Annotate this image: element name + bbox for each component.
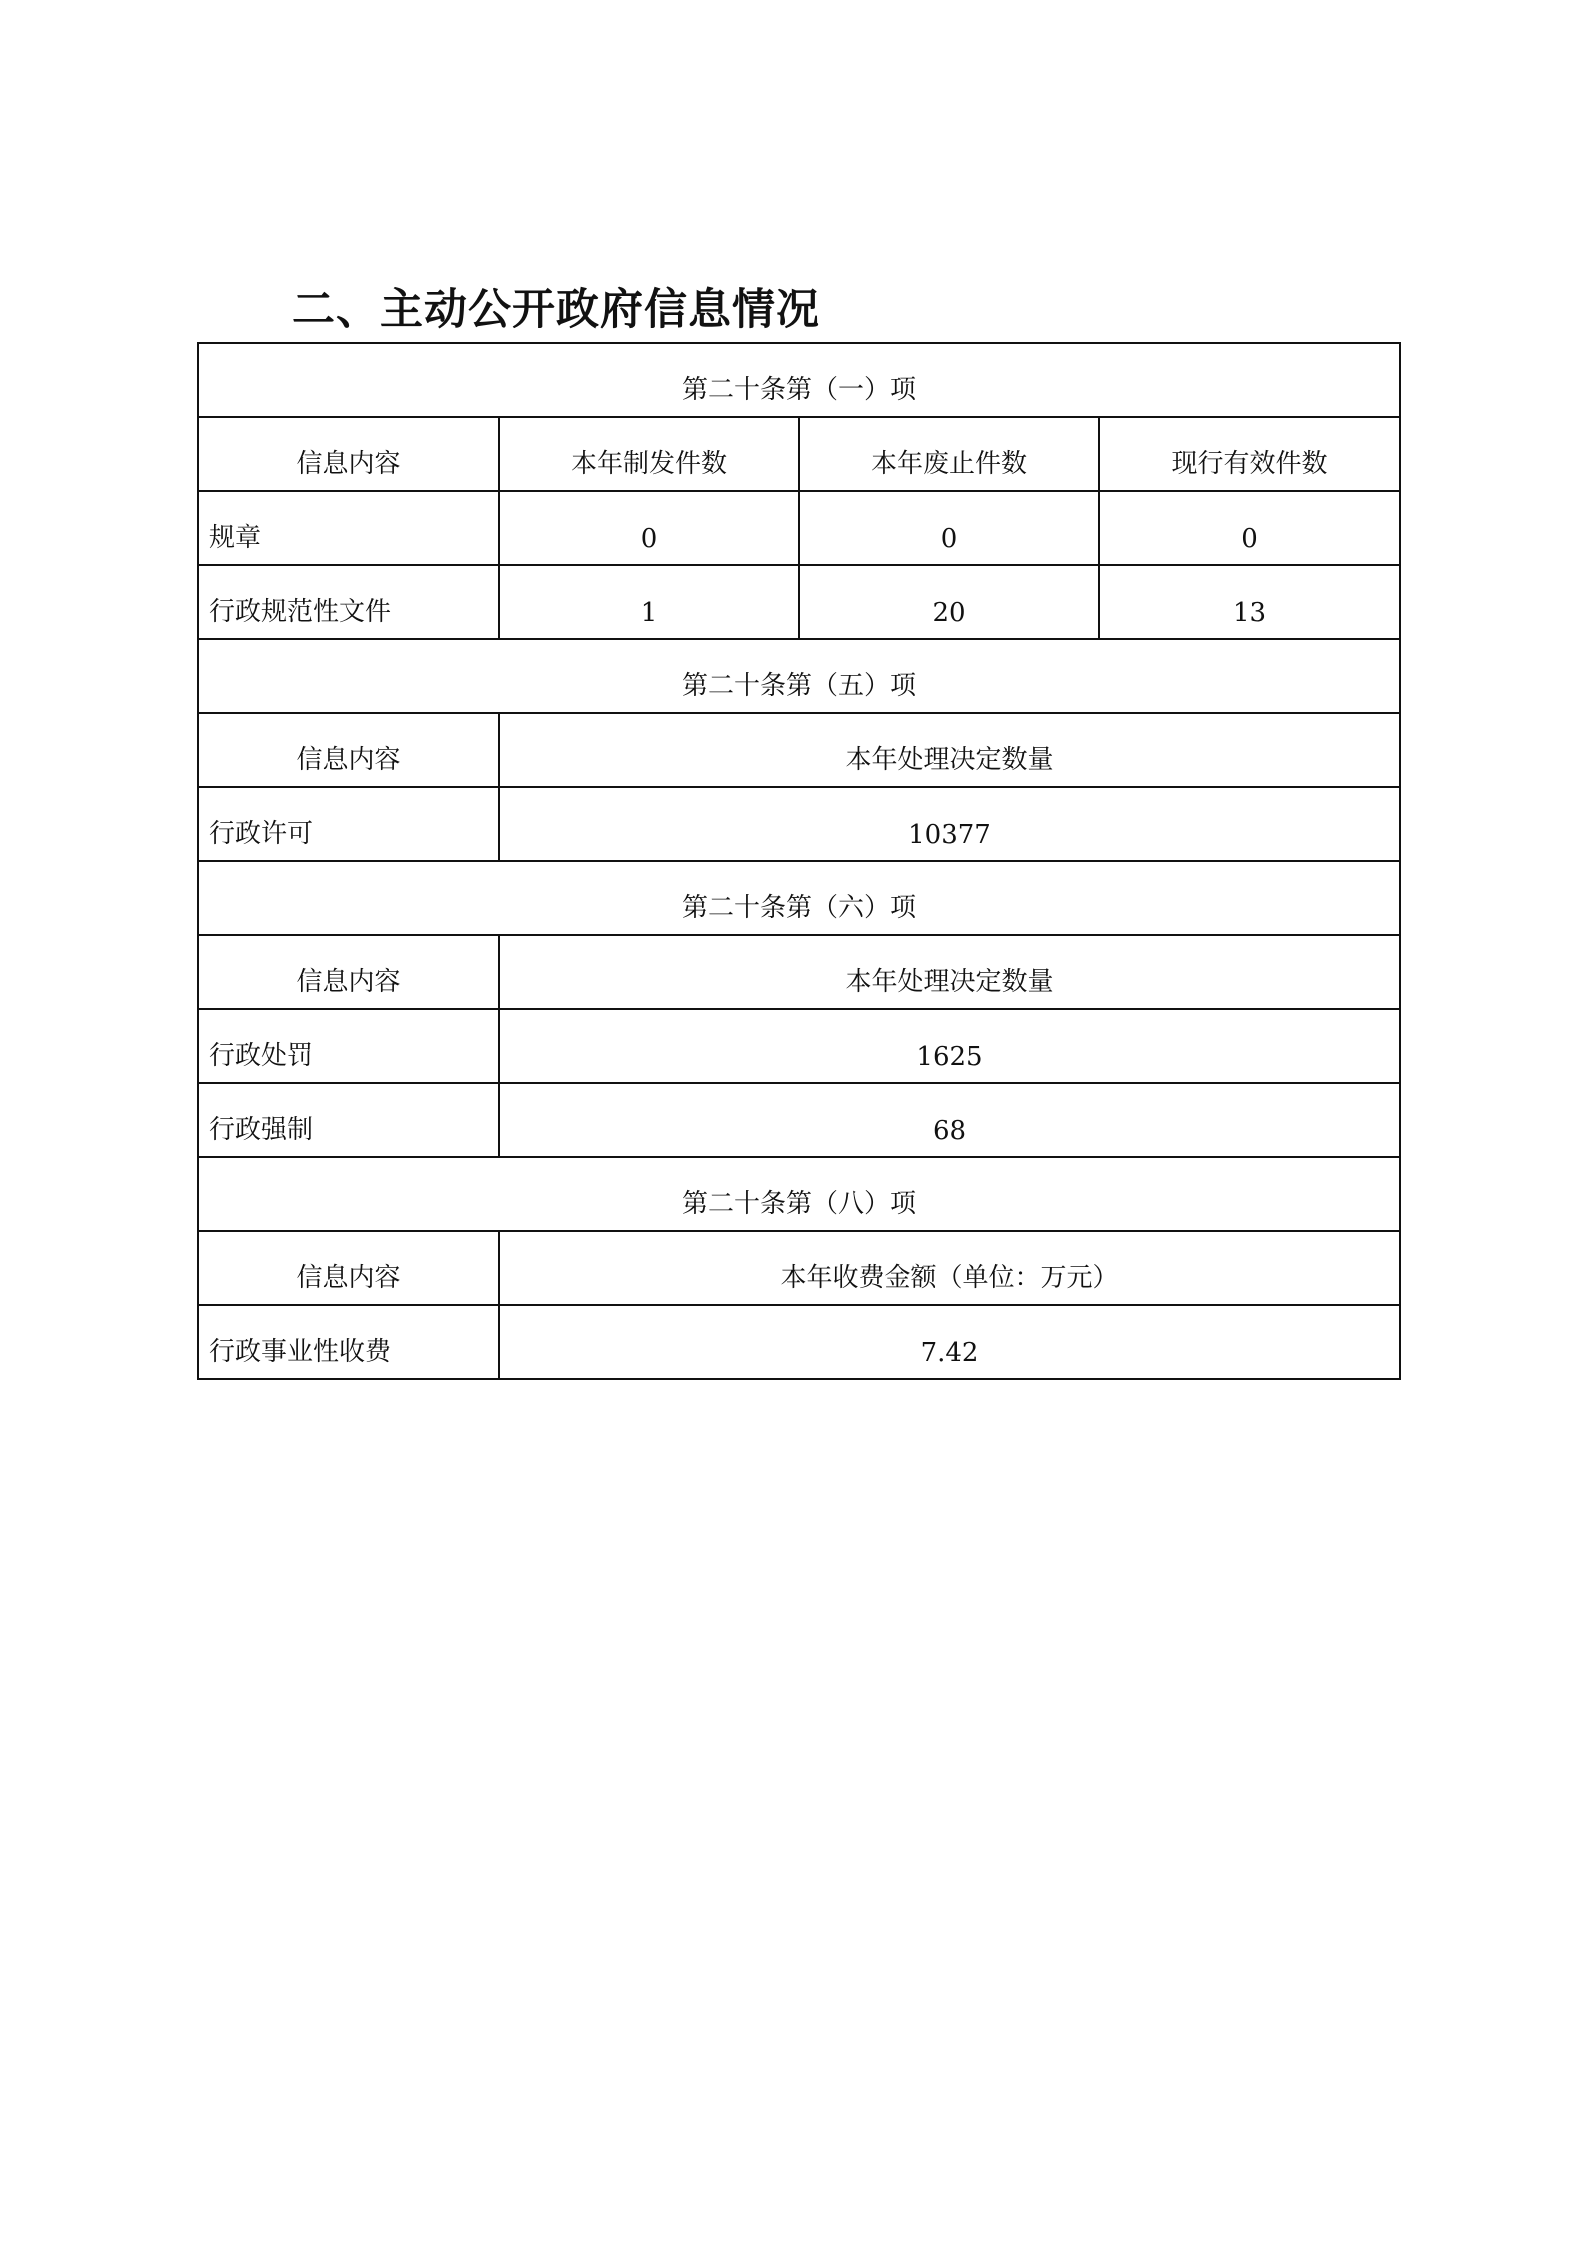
row-label: 行政处罚: [198, 1009, 499, 1083]
cell-value: 13: [1099, 565, 1400, 639]
row-label: 行政许可: [198, 787, 499, 861]
row-label: 行政规范性文件: [198, 565, 499, 639]
cell-value: 1: [499, 565, 799, 639]
column-header: 信息内容: [198, 935, 499, 1009]
table-row: [198, 1305, 1400, 1379]
row-label: 规章: [198, 491, 499, 565]
section-caption-row: [198, 861, 1400, 935]
table-header-row: [198, 417, 1400, 491]
section-caption-row: [198, 1157, 1400, 1231]
column-header: 本年废止件数: [799, 417, 1099, 491]
table-row: [198, 1083, 1400, 1157]
section-caption-row: [198, 343, 1400, 417]
table-row: [198, 787, 1400, 861]
page-title: 二、主动公开政府信息情况: [292, 285, 820, 335]
column-header: 信息内容: [198, 417, 499, 491]
section-caption: 第二十条第（五）项: [198, 639, 1400, 713]
column-header: 本年处理决定数量: [499, 935, 1400, 1009]
cell-value: 0: [1099, 491, 1400, 565]
section-caption-row: [198, 639, 1400, 713]
table-header-row: [198, 1231, 1400, 1305]
table-header-row: [198, 935, 1400, 1009]
column-header: 现行有效件数: [1099, 417, 1400, 491]
cell-value: 1625: [499, 1009, 1400, 1083]
cell-value: 7.42: [499, 1305, 1400, 1379]
column-header: 信息内容: [198, 1231, 499, 1305]
section-caption: 第二十条第（一）项: [198, 343, 1400, 417]
table-header-row: [198, 713, 1400, 787]
cell-value: 20: [799, 565, 1099, 639]
row-label: 行政事业性收费: [198, 1305, 499, 1379]
section-caption: 第二十条第（八）项: [198, 1157, 1400, 1231]
section-caption: 第二十条第（六）项: [198, 861, 1400, 935]
column-header: 本年处理决定数量: [499, 713, 1400, 787]
table-row: [198, 1009, 1400, 1083]
cell-value: 0: [499, 491, 799, 565]
cell-value: 0: [799, 491, 1099, 565]
disclosure-table: [197, 342, 1401, 1380]
cell-value: 68: [499, 1083, 1400, 1157]
table-row: [198, 565, 1400, 639]
table-row: [198, 491, 1400, 565]
row-label: 行政强制: [198, 1083, 499, 1157]
column-header: 本年制发件数: [499, 417, 799, 491]
cell-value: 10377: [499, 787, 1400, 861]
column-header: 本年收费金额（单位：万元）: [499, 1231, 1400, 1305]
column-header: 信息内容: [198, 713, 499, 787]
